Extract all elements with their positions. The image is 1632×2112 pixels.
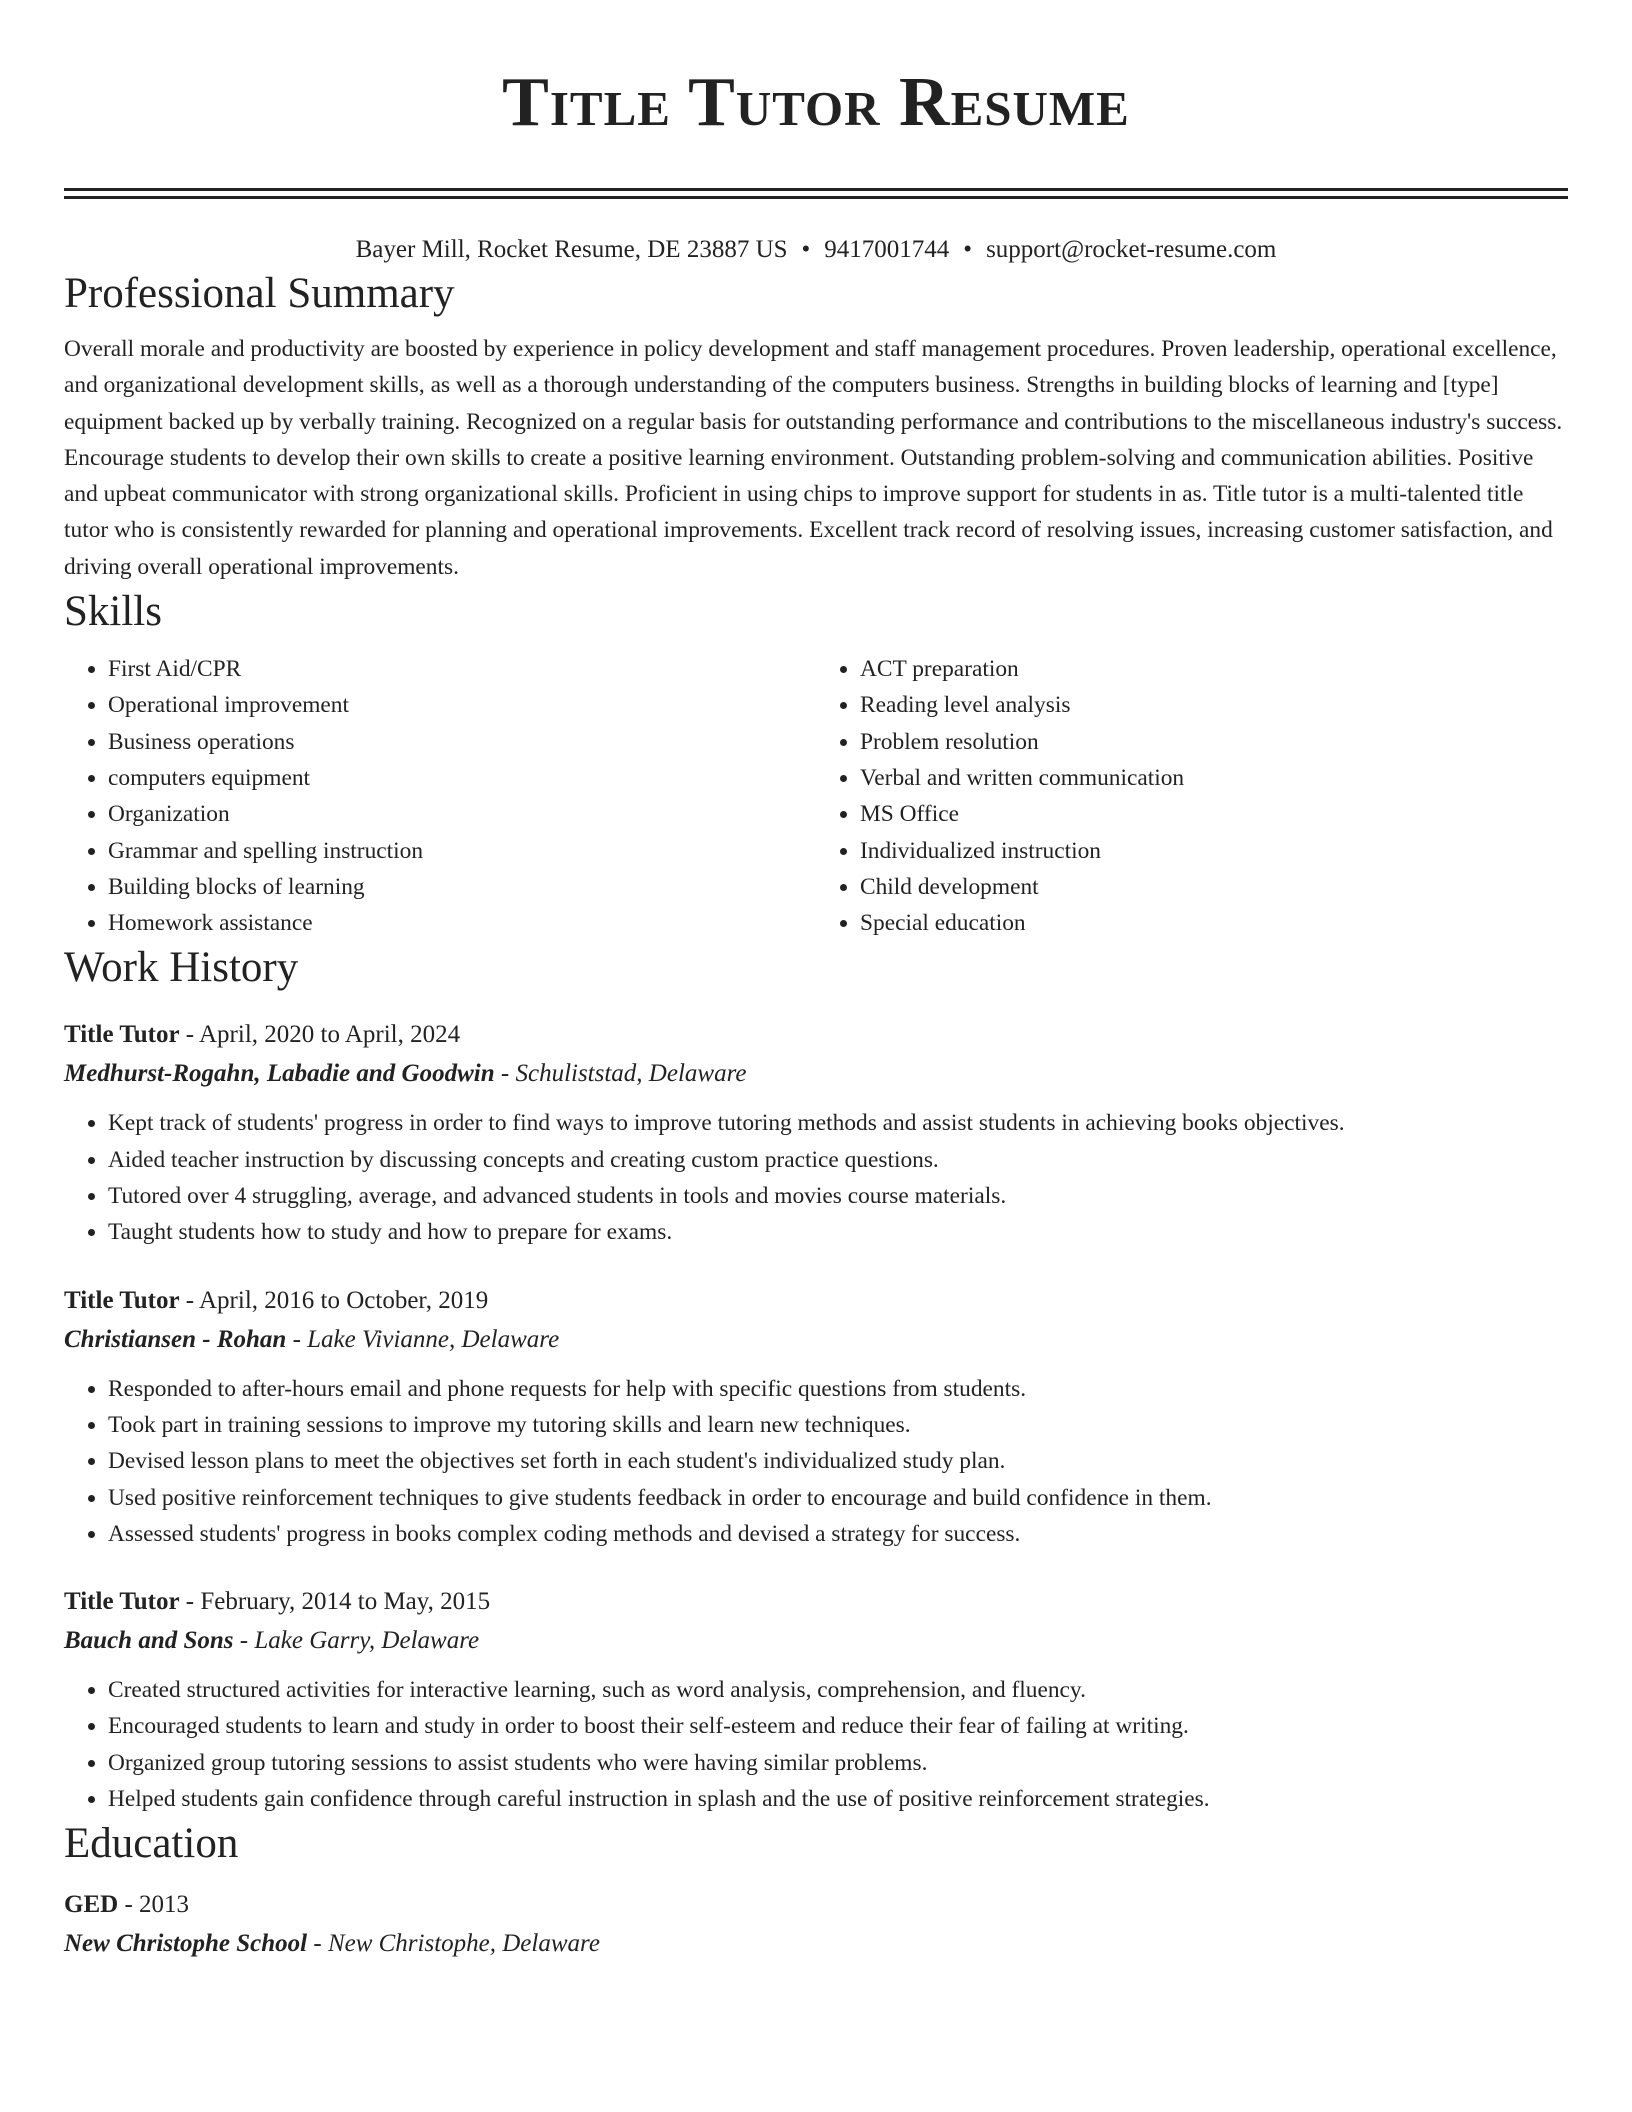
job-duty: • Aided teacher instruction by discussing concepts and creating custom practice questions. [108, 1142, 1568, 1178]
section-heading-skills: Skills [64, 588, 162, 636]
skill-item: • Child development [860, 869, 1568, 905]
job-title: Title Tutor [64, 1021, 180, 1049]
employer-dash: - [286, 1325, 308, 1353]
job-duty: • Helped students gain confidence through careful instruction in splash and the use of positive reinforcement strategies. [108, 1781, 1568, 1817]
employer-name: Bauch and Sons [64, 1627, 234, 1655]
skill-item: • Individualized instruction [860, 833, 1568, 869]
job-dash: - [179, 1588, 201, 1616]
job-duty: • Taught students how to study and how to prepare for exams. [108, 1214, 1568, 1250]
employer-line [64, 1320, 1568, 1359]
job-duties-list [64, 1371, 1568, 1552]
job-duties-list [64, 1672, 1568, 1817]
job-entry [64, 1015, 1568, 1250]
skill-item: • First Aid/CPR [108, 651, 816, 687]
degree-year: 2013 [139, 1891, 190, 1919]
job-dash: - [179, 1021, 199, 1049]
degree-name: GED [64, 1891, 119, 1919]
employer-line [64, 1621, 1568, 1660]
job-entry [64, 1281, 1568, 1552]
job-duty: • Kept track of students' progress in order to find ways to improve tutoring methods and assist students in achieving books objectives. [108, 1105, 1568, 1141]
skills-list-left [64, 651, 816, 941]
job-dates: February, 2014 to May, 2015 [200, 1588, 491, 1616]
contact-separator: • [801, 236, 811, 263]
job-duty: • Devised lesson plans to meet the objectives set forth in each student's individualized study plan. [108, 1443, 1568, 1479]
skill-item: • Problem resolution [860, 724, 1568, 760]
job-title-line [64, 1015, 1568, 1054]
job-title-line [64, 1281, 1568, 1320]
skill-item: • computers equipment [108, 760, 816, 796]
skills-columns [64, 651, 1568, 941]
skill-item: • Business operations [108, 724, 816, 760]
job-duty: • Assessed students' progress in books complex coding methods and devised a strategy for success. [108, 1516, 1568, 1552]
skill-item: • Verbal and written communication [860, 760, 1568, 796]
job-title-line [64, 1582, 1568, 1621]
degree-dash: - [118, 1891, 140, 1919]
skill-item: • Special education [860, 905, 1568, 941]
skill-item: • Organization [108, 796, 816, 832]
employer-location: Schuliststad, Delaware [515, 1060, 747, 1088]
skill-item: • Reading level analysis [860, 687, 1568, 723]
contact-email: support@rocket-resume.com [986, 236, 1277, 263]
job-duty: • Tutored over 4 struggling, average, and advanced students in tools and movies course materials. [108, 1178, 1568, 1214]
job-dash: - [179, 1286, 199, 1314]
skill-item: • ACT preparation [860, 651, 1568, 687]
skill-item: • MS Office [860, 796, 1568, 832]
contact-address: Bayer Mill, Rocket Resume, DE 23887 US [355, 236, 788, 263]
skill-item: • Homework assistance [108, 905, 816, 941]
school-line [64, 1924, 1568, 1963]
job-duty: • Took part in training sessions to improve my tutoring skills and learn new techniques. [108, 1407, 1568, 1443]
employer-location: Lake Garry, Delaware [254, 1627, 480, 1655]
skills-list-right [816, 651, 1568, 941]
contact-phone: 9417001744 [824, 236, 950, 263]
job-entry [64, 1582, 1568, 1817]
education-entry [64, 1885, 1568, 1963]
job-duty: • Responded to after-hours email and phone requests for help with specific questions from students. [108, 1371, 1568, 1407]
school-location: New Christophe, Delaware [327, 1930, 600, 1958]
section-heading-education: Education [64, 1820, 239, 1868]
job-duty: • Used positive reinforcement techniques to give students feedback in order to encourage and build confidence in them. [108, 1480, 1568, 1516]
employer-dash: - [494, 1060, 516, 1088]
employer-dash: - [233, 1627, 255, 1655]
skill-item: • Operational improvement [108, 687, 816, 723]
contact-line [64, 233, 1568, 267]
employer-location: Lake Vivianne, Delaware [307, 1325, 560, 1353]
resume-title: Title Tutor Resume [502, 64, 1130, 141]
skill-item: • Grammar and spelling instruction [108, 833, 816, 869]
school-dash: - [307, 1930, 328, 1958]
contact-separator: • [963, 236, 973, 263]
job-dates: April, 2020 to April, 2024 [199, 1021, 461, 1049]
title-double-rule [64, 188, 1568, 199]
employer-name: Medhurst-Rogahn, Labadie and Goodwin [64, 1060, 495, 1088]
job-dates: April, 2016 to October, 2019 [199, 1286, 489, 1314]
section-heading-work-history: Work History [64, 944, 299, 992]
job-title: Title Tutor [64, 1588, 180, 1616]
job-duty: • Created structured activities for interactive learning, such as word analysis, comprehension, and fluency. [108, 1672, 1568, 1708]
job-duties-list [64, 1105, 1568, 1250]
job-title: Title Tutor [64, 1286, 180, 1314]
summary-paragraph: Overall morale and productivity are boosted by experience in policy development and staff management procedures. Proven leadership, operational excellence, and organizational development skills, as well as a thorough understanding of the computers business. Strengths in building blocks of learning and [type] equipment backed up by verbally training. Recognized on a regular basis for outstanding performance and contributions to the miscellaneous industry's success. Encourage students to develop their own skills to create a positive learning environment. Outstanding problem-solving and communication abilities. Positive and upbeat communicator with strong organizational skills. Proficient in using chips to improve support for students in as. Title tutor is a multi-talented title tutor who is consistently rewarded for planning and operational improvements. Excellent track record of resolving issues, increasing customer satisfaction, and driving overall operational improvements. [64, 336, 1563, 580]
degree-line [64, 1885, 1568, 1924]
skill-item: • Building blocks of learning [108, 869, 816, 905]
school-name: New Christophe School [64, 1930, 308, 1958]
job-duty: • Encouraged students to learn and study in order to boost their self-esteem and reduce their fear of failing at writing. [108, 1708, 1568, 1744]
employer-name: Christiansen - Rohan [64, 1325, 287, 1353]
employer-line [64, 1054, 1568, 1093]
job-duty: • Organized group tutoring sessions to assist students who were having similar problems. [108, 1745, 1568, 1781]
section-heading-summary: Professional Summary [64, 270, 455, 317]
